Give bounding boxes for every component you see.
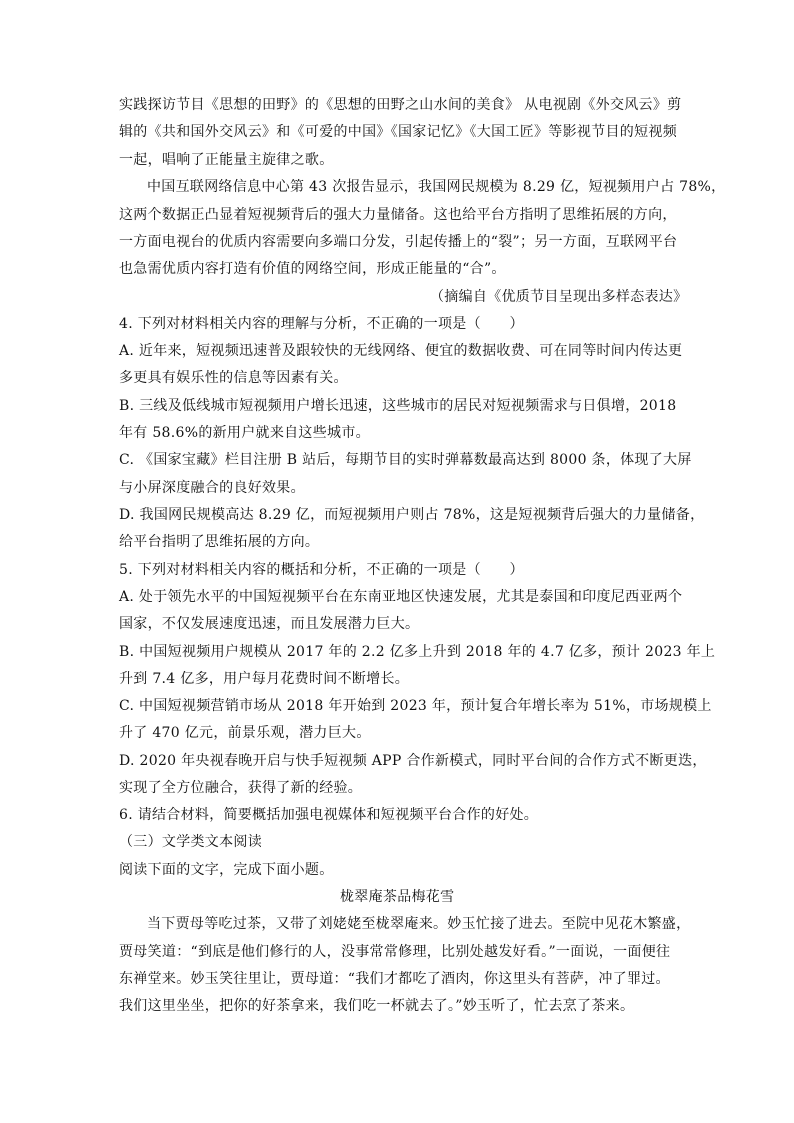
reading-instruction: 阅读下面的文字，完成下面小题。 xyxy=(119,862,334,878)
q4-option-a: A. 近年来，短视频迅速普及跟较快的无线网络、便宜的数据收费、可在同等时间内传达更 xyxy=(119,343,683,359)
q5-option-c-cont: 升了 470 亿元，前景乐观，潜力巨大。 xyxy=(119,725,371,741)
passage-line: 一方面电视台的优质内容需要向多端口分发，引起传播上的“裂”；另一方面，互联网平台 xyxy=(119,234,678,250)
passage-line: 实践探访节目《思想的田野》的《思想的田野之山水间的美食》 从电视剧《外交风云》剪 xyxy=(119,97,682,113)
q4-option-a-cont: 多更具有娱乐性的信息等因素有关。 xyxy=(119,370,348,386)
q4-option-c: C. 《国家宝藏》栏目注册 B 站后，每期节目的实时弹幕数最高达到 8000 条，体现了大屏 xyxy=(119,452,692,468)
q5-option-a-cont: 国家，不仅发展速度迅速，而且发展潜力巨大。 xyxy=(119,616,420,632)
q4-option-b: B. 三线及低线城市短视频用户增长迅速，这些城市的居民对短视频需求与日俱增，2018 xyxy=(119,398,677,414)
passage-line: 一起，唱响了正能量主旋律之歌。 xyxy=(119,152,334,168)
source-citation: （摘编自《优质节目呈现出多样态表达》 xyxy=(430,289,688,305)
question-5-stem: 5. 下列对材料相关内容的概括和分析，不正确的一项是（ ） xyxy=(119,562,524,578)
section-heading: （三）文学类文本阅读 xyxy=(119,834,262,850)
q4-option-d-cont: 给平台指明了思维拓展的方向。 xyxy=(119,534,320,550)
story-title: 栊翠庵茶品梅花雪 xyxy=(340,889,455,905)
question-4-stem: 4. 下列对材料相关内容的理解与分析，不正确的一项是（ ） xyxy=(119,316,524,332)
q5-option-a: A. 处于领先水平的中国短视频平台在东南亚地区快速发展，尤其是泰国和印度尼西亚两个 xyxy=(119,589,683,605)
passage-line: 中国互联网络信息中心第 43 次报告显示，我国网民规模为 8.29 亿，短视频用户占 78%， xyxy=(147,179,726,195)
story-line: 东禅堂来。妙玉笑往里让，贾母道：“我们才都吃了酒肉，你这里头有菩萨，冲了罪过。 xyxy=(119,971,670,987)
q4-option-c-cont: 与小屏深度融合的良好效果。 xyxy=(119,480,305,496)
story-line: 当下贾母等吃过茶，又带了刘姥姥至栊翠庵来。妙玉忙接了进去。至院中见花木繁盛， xyxy=(147,916,691,932)
story-line: 贾母笑道：“到底是他们修行的人，没事常常修理，比别处越发好看。”一面说，一面便往 xyxy=(119,944,671,960)
passage-line: 这两个数据正凸显着短视频背后的强大力量储备。这也给平台方指明了思维拓展的方向， xyxy=(119,207,677,223)
q4-option-b-cont: 年有 58.6%的新用户就来自这些城市。 xyxy=(119,425,370,441)
q5-option-b-cont: 升到 7.4 亿多，用户每月花费时间不断增长。 xyxy=(119,671,410,687)
question-6: 6. 请结合材料，简要概括加强电视媒体和短视频平台合作的好处。 xyxy=(119,807,539,823)
q5-option-d: D. 2020 年央视春晚开启与快手短视频 APP 合作新模式，同时平台间的合作方式不断更迭， xyxy=(119,753,707,769)
passage-line: 也急需优质内容打造有价值的网络空间，形成正能量的“合”。 xyxy=(119,261,506,277)
q5-option-b: B. 中国短视频用户规模从 2017 年的 2.2 亿多上升到 2018 年的 4.7 亿多，预计 2023 年上 xyxy=(119,644,716,660)
q5-option-c: C. 中国短视频营销市场从 2018 年开始到 2023 年，预计复合年增长率为 51%，市场规模上 xyxy=(119,698,712,714)
q4-option-d: D. 我国网民规模高达 8.29 亿，而短视频用户则占 78%，这是短视频背后强大的力量储备， xyxy=(119,507,705,523)
story-line: 我们这里坐坐，把你的好茶拿来，我们吃一杯就去了。”妙玉听了，忙去烹了茶来。 xyxy=(119,998,635,1014)
q5-option-d-cont: 实现了全方位融合，获得了新的经验。 xyxy=(119,780,363,796)
passage-line: 辑的《共和国外交风云》和《可爱的中国》《国家记忆》《大国工匠》等影视节目的短视频 xyxy=(119,124,677,140)
